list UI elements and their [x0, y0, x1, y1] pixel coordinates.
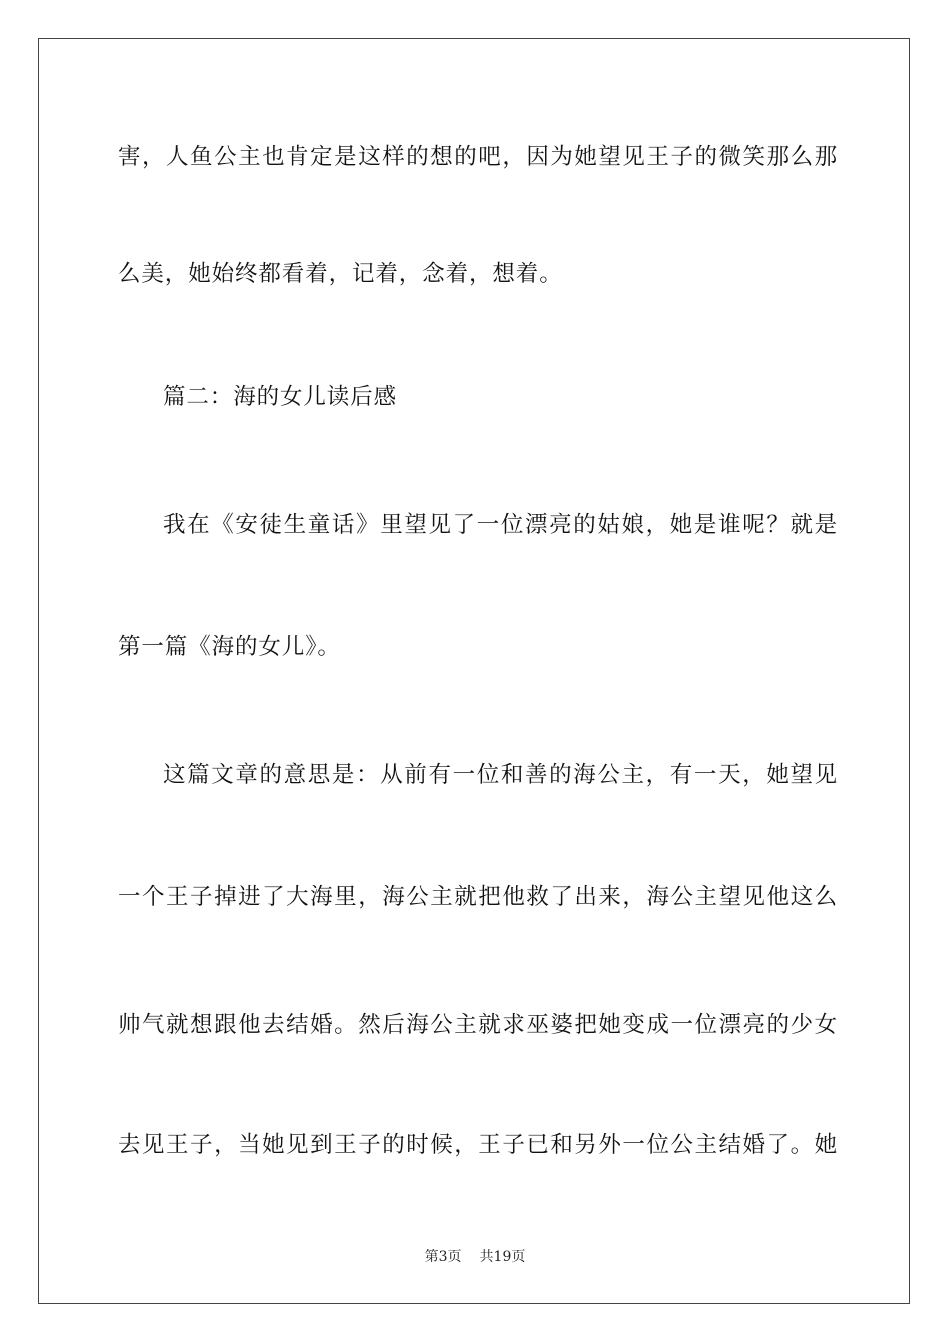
page-number: 第3页: [424, 1249, 462, 1265]
body-text-line: 害，人鱼公主也肯定是这样的想的吧，因为她望见王子的微笑那么那: [118, 144, 838, 170]
page-border: [38, 38, 910, 1304]
body-text-line: 帅气就想跟他去结婚。然后海公主就求巫婆把她变成一位漂亮的少女: [118, 1012, 838, 1038]
page-total: 共19页: [479, 1249, 526, 1265]
body-text-line: 么美，她始终都看着，记着，念着，想着。: [118, 261, 563, 287]
body-text-line: 去见王子，当她见到王子的时候，王子已和另外一位公主结婚了。她: [118, 1132, 838, 1158]
body-text-line: 一个王子掉进了大海里，海公主就把他救了出来，海公主望见他这么: [118, 884, 838, 910]
page-footer: [0, 1248, 950, 1266]
section-heading: 篇二：海的女儿读后感: [163, 384, 398, 410]
body-text-line: 我在《安徒生童话》里望见了一位漂亮的姑娘，她是谁呢？就是: [163, 512, 838, 538]
body-text-line: 第一篇《海的女儿》。: [118, 634, 341, 660]
body-text-line: 这篇文章的意思是：从前有一位和善的海公主，有一天，她望见: [163, 762, 838, 788]
